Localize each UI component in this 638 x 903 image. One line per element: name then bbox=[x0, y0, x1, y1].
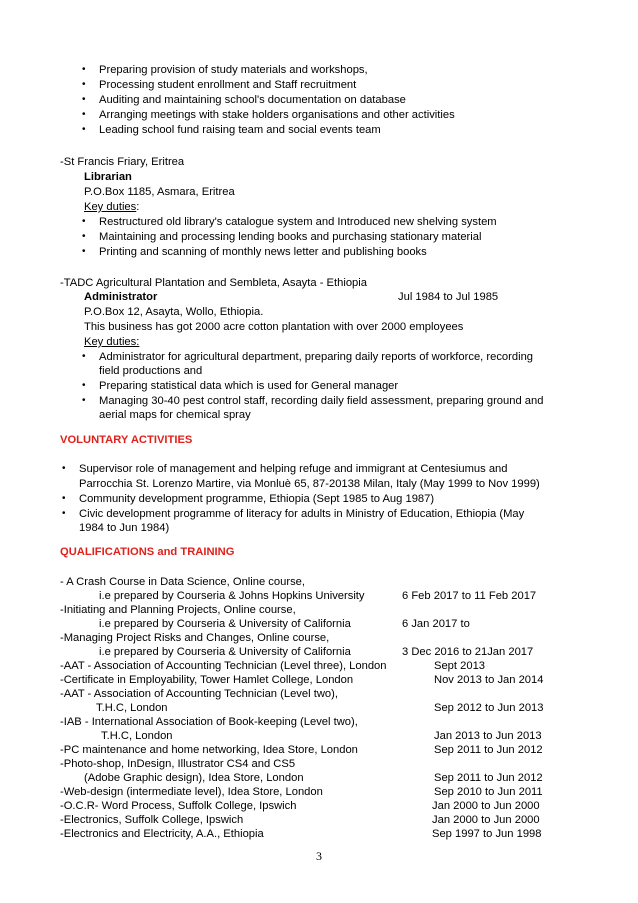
qualification-date: Jan 2013 to Jun 2013 bbox=[434, 730, 542, 742]
list-item-continued: aerial maps for chemical spray bbox=[99, 409, 251, 421]
qualification-row: i.e prepared by Courseria & University of California bbox=[99, 646, 351, 658]
section-heading-qualifications: QUALIFICATIONS and TRAINING bbox=[60, 546, 235, 558]
qualification-row: -PC maintenance and home networking, Idea Store, London bbox=[60, 744, 358, 756]
key-duties-text: Key duties bbox=[84, 201, 137, 213]
qualification-date: 3 Dec 2016 to 21Jan 2017 bbox=[402, 646, 534, 658]
list-item: • Preparing provision of study materials and workshops, bbox=[99, 63, 368, 77]
qualification-date: Sep 2012 to Jun 2013 bbox=[434, 702, 544, 714]
employer-description: This business has got 2000 acre cotton plantation with over 2000 employees bbox=[84, 321, 464, 333]
list-item-continued: Parrocchia St. Lorenzo Martire, via Monluè 65, 87-20138 Milan, Italy (May 1999 to Nov 1999) bbox=[79, 478, 540, 490]
qualification-date: Sep 2011 to Jun 2012 bbox=[434, 772, 543, 784]
qualification-date: Sep 2011 to Jun 2012 bbox=[434, 744, 543, 756]
qualification-row: T.H.C, London bbox=[101, 730, 173, 742]
key-duties-label bbox=[84, 200, 139, 214]
job-title: Librarian bbox=[84, 171, 132, 183]
qualification-date: Jan 2000 to Jun 2000 bbox=[432, 800, 540, 812]
qualification-date: 6 Jan 2017 to bbox=[402, 618, 470, 630]
qualification-date: Jan 2000 to Jun 2000 bbox=[432, 814, 540, 826]
list-item: • Auditing and maintaining school's documentation on database bbox=[99, 93, 406, 107]
employer-address: P.O.Box 12, Asayta, Wollo, Ethiopia. bbox=[84, 306, 264, 318]
list-item: • Managing 30-40 pest control staff, recording daily field assessment, preparing ground and bbox=[99, 394, 543, 408]
qualification-date: Sep 2010 to Jun 2011 bbox=[434, 786, 543, 798]
qualification-row: -AAT - Association of Accounting Technician (Level three), London bbox=[60, 660, 387, 672]
qualification-date: Sept 2013 bbox=[434, 660, 486, 672]
list-item: • Supervisor role of management and helping refuge and immigrant at Centesiumus and bbox=[79, 462, 507, 476]
qualification-date: Sep 1997 to Jun 1998 bbox=[432, 828, 542, 840]
qualification-row: -Electronics, Suffolk College, Ipswich bbox=[60, 814, 244, 826]
qualification-row: -Certificate in Employability, Tower Hamlet College, London bbox=[60, 674, 354, 686]
qualification-row: - A Crash Course in Data Science, Online course, bbox=[60, 576, 305, 588]
list-item: • Restructured old library's catalogue system and Introduced new shelving system bbox=[99, 215, 497, 229]
employer-address: P.O.Box 1185, Asmara, Eritrea bbox=[84, 186, 235, 198]
qualification-date: 6 Feb 2017 to 11 Feb 2017 bbox=[402, 590, 537, 602]
qualification-row: -Initiating and Planning Projects, Online course, bbox=[60, 604, 296, 616]
key-duties-label: Key duties: bbox=[84, 336, 140, 348]
list-item-continued: field productions and bbox=[99, 365, 203, 377]
section-heading-voluntary: VOLUNTARY ACTIVITIES bbox=[60, 434, 193, 446]
list-item: • Maintaining and processing lending books and purchasing stationary material bbox=[99, 230, 481, 244]
list-item: • Printing and scanning of monthly news letter and publishing books bbox=[99, 245, 427, 259]
qualification-row: i.e prepared by Courseria & University of California bbox=[99, 618, 351, 630]
list-item: • Community development programme, Ethiopia (Sept 1985 to Aug 1987) bbox=[79, 492, 434, 506]
employer-name: -St Francis Friary, Eritrea bbox=[60, 156, 185, 168]
qualification-row: i.e prepared by Courseria & Johns Hopkins University bbox=[99, 590, 365, 602]
page-number: 3 bbox=[316, 849, 322, 863]
job-title: Administrator bbox=[84, 291, 158, 303]
qualification-row: T.H.C, London bbox=[96, 702, 168, 714]
qualification-row: -Electronics and Electricity, A.A., Ethiopia bbox=[60, 828, 264, 840]
qualification-row: -Web-design (intermediate level), Idea Store, London bbox=[60, 786, 323, 798]
employer-name: -TADC Agricultural Plantation and Sembleta, Asayta - Ethiopia bbox=[60, 277, 367, 289]
qualification-date: Nov 2013 to Jan 2014 bbox=[434, 674, 544, 686]
qualification-row: -O.C.R- Word Process, Suffolk College, Ipswich bbox=[60, 800, 297, 812]
qualification-row: -AAT - Association of Accounting Technician (Level two), bbox=[60, 688, 338, 700]
job-dates: Jul 1984 to Jul 1985 bbox=[398, 291, 499, 303]
qualification-row: (Adobe Graphic design), Idea Store, London bbox=[84, 772, 304, 784]
list-item: • Administrator for agricultural department, preparing daily reports of workforce, recording bbox=[99, 350, 533, 364]
list-item: • Civic development programme of literacy for adults in Ministry of Education, Ethiopia (May bbox=[79, 507, 524, 521]
list-item-continued: 1984 to Jun 1984) bbox=[79, 522, 170, 534]
list-item: • Processing student enrollment and Staff recruitment bbox=[99, 78, 356, 92]
qualification-row: -Photo-shop, InDesign, Illustrator CS4 and CS5 bbox=[60, 758, 296, 770]
key-duties-colon: : bbox=[136, 201, 140, 213]
list-item: • Leading school fund raising team and social events team bbox=[99, 123, 381, 137]
list-item: • Preparing statistical data which is used for General manager bbox=[99, 379, 398, 393]
list-item: • Arranging meetings with stake holders organisations and other activities bbox=[99, 108, 455, 122]
qualification-row: -Managing Project Risks and Changes, Online course, bbox=[60, 632, 330, 644]
qualification-row: -IAB - International Association of Book-keeping (Level two), bbox=[60, 716, 358, 728]
